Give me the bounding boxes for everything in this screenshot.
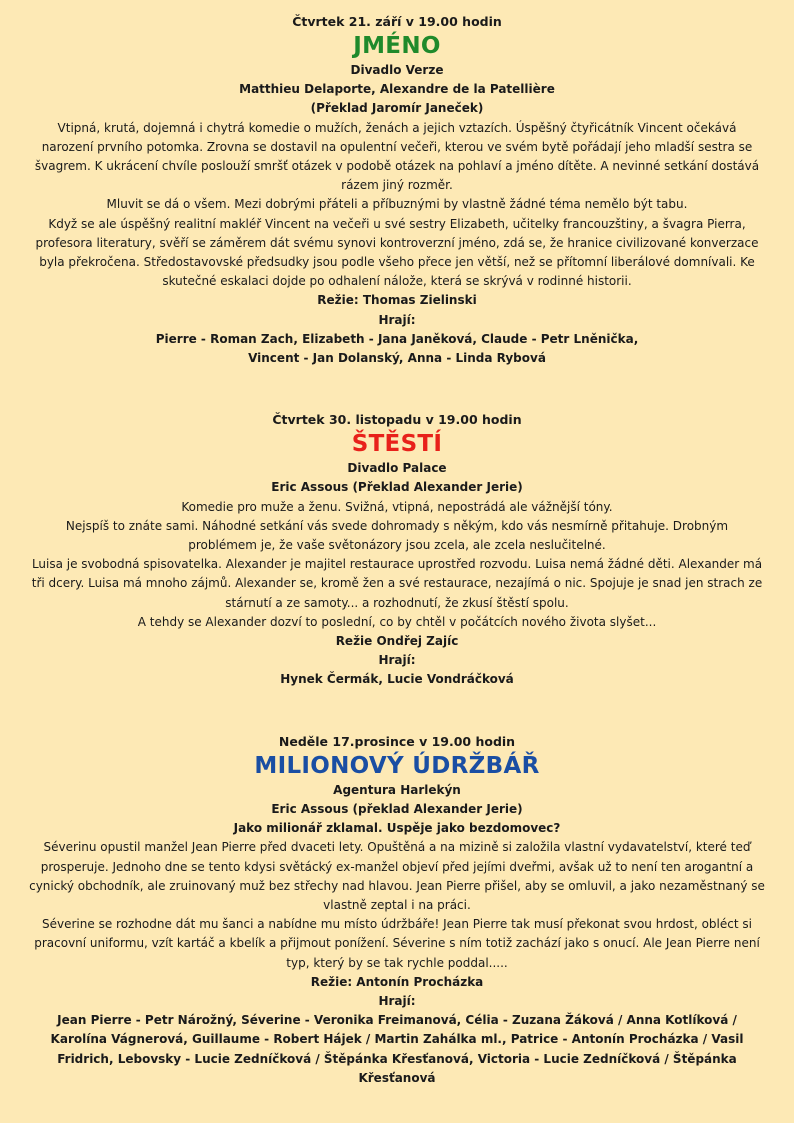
event-description: Vtipná, krutá, dojemná i chytrá komedie o mužích, ženách a jejich vztazích. Úspěšný čtyřicátník Vincent očekává narození prvního potomka. Zrovna se dostavil na opulentní večeři, kterou ve svém bytě pořádají jeho mladší sestra se švagrem. K ukrácení chvíle poslouží smršť otázek v podobě otázek na pohlaví a jméno dítěte. A nevinné setkání dostává rázem jiný rozměr. — [34, 120, 760, 193]
event-translation: (Překlad Jaromír Janeček) — [310, 101, 484, 116]
event-authors: Eric Assous (překlad Alexander Jerie) — [271, 801, 523, 816]
event-description: Komedie pro muže a ženu. Svižná, vtipná, nepostrádá ale vážnější tóny. — [181, 499, 613, 514]
event-venue: Agentura Harlekýn — [333, 782, 461, 797]
event-jmeno — [27, 12, 767, 368]
event-director: Režie Ondřej Zajíc — [335, 634, 459, 649]
event-description: Nejspíš to znáte sami. Náhodné setkání vás svede dohromady s někým, kdo vás nesmírně přitahuje. Drobným problémem je, že vaše světonázory jsou zcela, ale zcela neslučitelné. — [65, 518, 729, 553]
event-date: Neděle 17.prosince v 19.00 hodin — [278, 733, 516, 749]
event-description: Séverinu opustil manžel Jean Pierre před dvaceti lety. Opuštěná a na mizině si založila vlastní vydavatelství, které teď prosperuje. Jednoho dne se tento kdysi světácký ex-manžel objeví před jejími dveřmi, avšak už to není ten arogantní a cynický obchodník, ale zruinovaný muž bez střechy nad hlavou. Jean Pierre přišel, aby se omluvil, a jako nezaměstnaný se vlastně zeptal i na práci. — [29, 840, 765, 912]
event-description: Luisa je svobodná spisovatelka. Alexander je majitel restaurace uprostřed rozvodu. Luisa nemá žádné děti. Alexander má tři dcery. Luisa má mnoho zájmů. Alexander se, kromě žen a své restaurace, nezajímá o nic. Spojuje je snad jen strach ze stárnutí a ze samoty... a rozhodnutí, že zkusí štěstí spolu. — [31, 557, 763, 610]
event-authors: Matthieu Delaporte, Alexandre de la Patellière — [239, 82, 555, 97]
event-cast: Jean Pierre - Petr Nárožný, Séverine - Veronika Freimanová, Célia - Zuzana Žáková / Anna Kotlíková / Karolína Vágnerová, Guillaume - Robert Hájek / Martin Zahálka ml., Patrice - Antonín Procházka / Vasil Fridrich, Lebovsky - Lucie Zedníčková / Štěpánka Křesťanová, Victoria - Lucie Zedníčková / Štěpánka Křesťanová — [50, 1013, 744, 1085]
event-cast: Vincent - Jan Dolanský, Anna - Linda Rybová — [248, 351, 546, 366]
event-title: MILIONOVÝ ÚDRŽBÁŘ — [254, 752, 540, 779]
event-description: A tehdy se Alexander dozví to poslední, co by chtěl v počátcích nového života slyšet... — [137, 614, 657, 629]
event-cast: Hynek Čermák, Lucie Vondráčková — [280, 672, 514, 687]
event-title: JMÉNO — [353, 33, 441, 59]
event-venue: Divadlo Verze — [350, 63, 444, 77]
event-date: Čtvrtek 30. listopadu v 19.00 hodin — [272, 412, 522, 428]
event-authors: Eric Assous (Překlad Alexander Jerie) — [271, 480, 523, 495]
event-cast-label: Hrají: — [378, 993, 416, 1008]
event-tagline: Jako milionář zklamal. Uspěje jako bezdomovec? — [233, 821, 561, 836]
event-description: Když se ale úspěšný realitní makléř Vincent na večeři u své sestry Elizabeth, učitelky francouzštiny, a švagra Pierra, profesora literatury, svěří se záměrem dát svému synovi kontroverzní jméno, zdá se, že hranice civilizované konverzace byla překročena. Středostavovské předsudky jsou podle všeho přece jen větší, než se přítomní liberálové domnívali. Ke skutečné eskalaci dojde po odhalení nálože, která se skrývá v rodinné historii. — [35, 216, 759, 289]
event-cast-label: Hrají: — [378, 312, 416, 327]
event-title: ŠTĚSTÍ — [351, 431, 443, 458]
event-venue: Divadlo Palace — [347, 461, 447, 476]
event-cast: Pierre - Roman Zach, Elizabeth - Jana Janěková, Claude - Petr Lněnička, — [155, 331, 639, 346]
event-date: Čtvrtek 21. září v 19.00 hodin — [292, 14, 502, 29]
event-description: Mluvit se dá o všem. Mezi dobrými přáteli a příbuznými by vlastně žádné téma nemělo být tabu. — [106, 197, 688, 212]
event-description: Séverine se rozhodne dát mu šanci a nabídne mu místo údržbáře! Jean Pierre tak musí překonat svou hrdost, obléct si pracovní uniformu, vzít kartáč a kbelík a přijmout ponížení. Séverine s ním totiž zachází jako s onucí. Ale Jean Pierre není typ, který by se tak rychle poddal..... — [34, 917, 760, 970]
event-milionovy-udrzbar — [27, 732, 767, 1088]
event-cast-label: Hrají: — [378, 653, 416, 668]
event-stesti — [27, 410, 767, 689]
event-director: Režie: Thomas Zielinski — [317, 293, 477, 308]
event-director: Režie: Antonín Procházka — [310, 974, 484, 989]
